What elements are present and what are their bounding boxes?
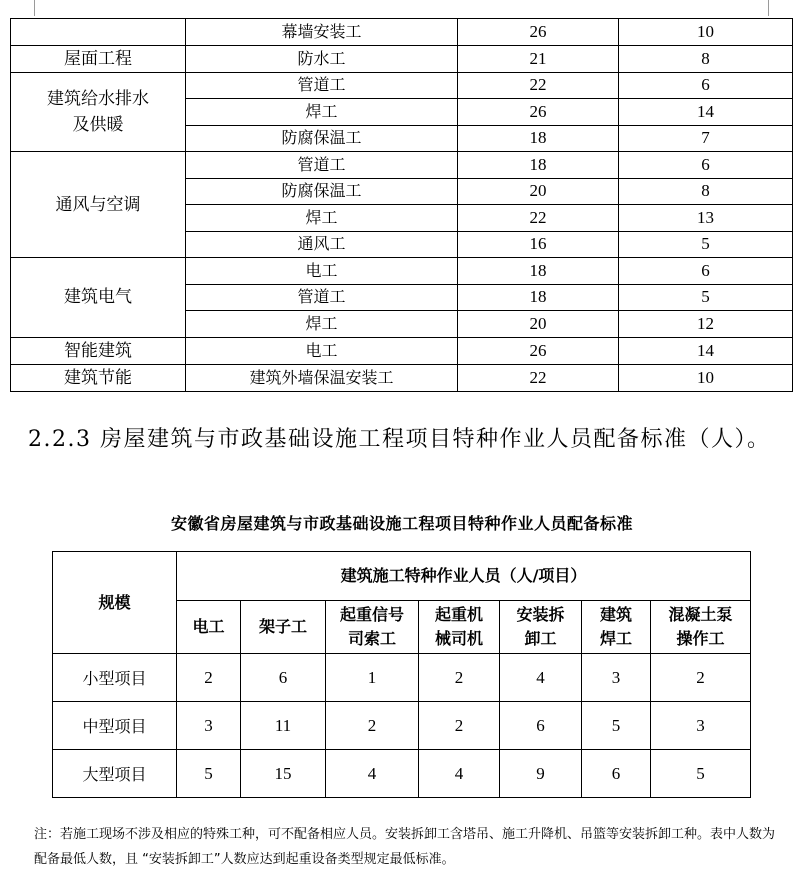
value-cell: 1 — [326, 654, 419, 702]
value-cell: 14 — [619, 99, 793, 126]
category-cell: 屋面工程 — [11, 45, 186, 72]
column-header: 建筑 焊工 — [582, 601, 651, 654]
category-cell: 智能建筑 — [11, 337, 186, 364]
page-corner-mark-right — [768, 0, 769, 16]
value-cell: 12 — [619, 311, 793, 338]
table-header-row — [53, 552, 751, 601]
trade-cell: 建筑外墙保温安装工 — [186, 364, 458, 391]
value-cell: 10 — [619, 364, 793, 391]
trade-cell: 焊工 — [186, 311, 458, 338]
value-cell: 6 — [619, 72, 793, 99]
value-cell: 11 — [241, 702, 326, 750]
value-cell: 4 — [419, 750, 500, 798]
column-header: 起重机 械司机 — [419, 601, 500, 654]
scale-header: 规模 — [53, 552, 177, 654]
value-cell: 14 — [619, 337, 793, 364]
value-cell: 26 — [458, 337, 619, 364]
table-footnote: 注：若施工现场不涉及相应的特殊工种，可不配备相应人员。安装拆卸工含塔吊、施工升降机、吊篮等安装拆卸工种。表中人数为配备最低人数，且 “安装拆卸工”人数应达到起重设备类型规定最低标准。 — [34, 827, 776, 867]
value-cell: 2 — [419, 702, 500, 750]
value-cell: 20 — [458, 178, 619, 205]
table-row — [11, 258, 793, 285]
trade-cell: 防水工 — [186, 45, 458, 72]
value-cell: 15 — [241, 750, 326, 798]
value-cell: 18 — [458, 125, 619, 152]
category-cell: 通风与空调 — [11, 152, 186, 258]
value-cell: 18 — [458, 152, 619, 179]
value-cell: 3 — [582, 654, 651, 702]
trade-cell: 焊工 — [186, 99, 458, 126]
value-cell: 5 — [619, 231, 793, 258]
column-header: 电工 — [177, 601, 241, 654]
column-header: 混凝土泵 操作工 — [651, 601, 751, 654]
value-cell: 6 — [500, 702, 582, 750]
value-cell: 18 — [458, 258, 619, 285]
table-caption: 安徽省房屋建筑与市政基础设施工程项目特种作业人员配备标准 — [170, 514, 633, 533]
trade-cell: 幕墙安装工 — [186, 19, 458, 46]
table-row — [53, 750, 751, 798]
value-cell: 2 — [651, 654, 751, 702]
table-row — [11, 19, 793, 46]
table-row — [53, 702, 751, 750]
value-cell: 22 — [458, 72, 619, 99]
value-cell: 8 — [619, 178, 793, 205]
trade-cell: 管道工 — [186, 152, 458, 179]
trade-cell: 管道工 — [186, 284, 458, 311]
section-heading: 2.2.3 房屋建筑与市政基础设施工程项目特种作业人员配备标准（人）。 — [28, 427, 771, 452]
trade-cell: 电工 — [186, 258, 458, 285]
table-row — [11, 364, 793, 391]
value-cell: 5 — [619, 284, 793, 311]
trade-cell: 防腐保温工 — [186, 125, 458, 152]
value-cell: 6 — [619, 258, 793, 285]
value-cell: 9 — [500, 750, 582, 798]
value-cell: 8 — [619, 45, 793, 72]
column-header: 起重信号 司索工 — [326, 601, 419, 654]
trade-cell: 管道工 — [186, 72, 458, 99]
column-header: 安装拆 卸工 — [500, 601, 582, 654]
value-cell: 10 — [619, 19, 793, 46]
special-operations-staffing-table — [52, 551, 751, 798]
value-cell: 2 — [177, 654, 241, 702]
value-cell: 16 — [458, 231, 619, 258]
value-cell: 2 — [419, 654, 500, 702]
row-label: 中型项目 — [53, 702, 177, 750]
trade-cell: 焊工 — [186, 205, 458, 232]
category-cell: 建筑节能 — [11, 364, 186, 391]
table-row — [53, 654, 751, 702]
value-cell: 20 — [458, 311, 619, 338]
value-cell: 4 — [326, 750, 419, 798]
value-cell: 22 — [458, 364, 619, 391]
category-cell — [11, 19, 186, 46]
table-row — [11, 337, 793, 364]
row-label: 小型项目 — [53, 654, 177, 702]
value-cell: 21 — [458, 45, 619, 72]
table-row — [11, 152, 793, 179]
value-cell: 4 — [500, 654, 582, 702]
trade-cell: 电工 — [186, 337, 458, 364]
category-cell: 建筑给水排水 及供暖 — [11, 72, 186, 152]
value-cell: 6 — [582, 750, 651, 798]
trade-staffing-table — [10, 18, 793, 392]
value-cell: 7 — [619, 125, 793, 152]
category-cell: 建筑电气 — [11, 258, 186, 338]
value-cell: 22 — [458, 205, 619, 232]
table-row — [11, 45, 793, 72]
row-label: 大型项目 — [53, 750, 177, 798]
value-cell: 3 — [177, 702, 241, 750]
value-cell: 18 — [458, 284, 619, 311]
value-cell: 13 — [619, 205, 793, 232]
trade-cell: 通风工 — [186, 231, 458, 258]
trade-cell: 防腐保温工 — [186, 178, 458, 205]
value-cell: 5 — [651, 750, 751, 798]
value-cell: 5 — [582, 702, 651, 750]
table-row — [11, 72, 793, 99]
group-header: 建筑施工特种作业人员（人/项目） — [177, 552, 751, 601]
page-corner-mark-left — [34, 0, 35, 16]
value-cell: 26 — [458, 99, 619, 126]
value-cell: 3 — [651, 702, 751, 750]
column-header: 架子工 — [241, 601, 326, 654]
value-cell: 6 — [241, 654, 326, 702]
value-cell: 6 — [619, 152, 793, 179]
value-cell: 26 — [458, 19, 619, 46]
value-cell: 5 — [177, 750, 241, 798]
value-cell: 2 — [326, 702, 419, 750]
